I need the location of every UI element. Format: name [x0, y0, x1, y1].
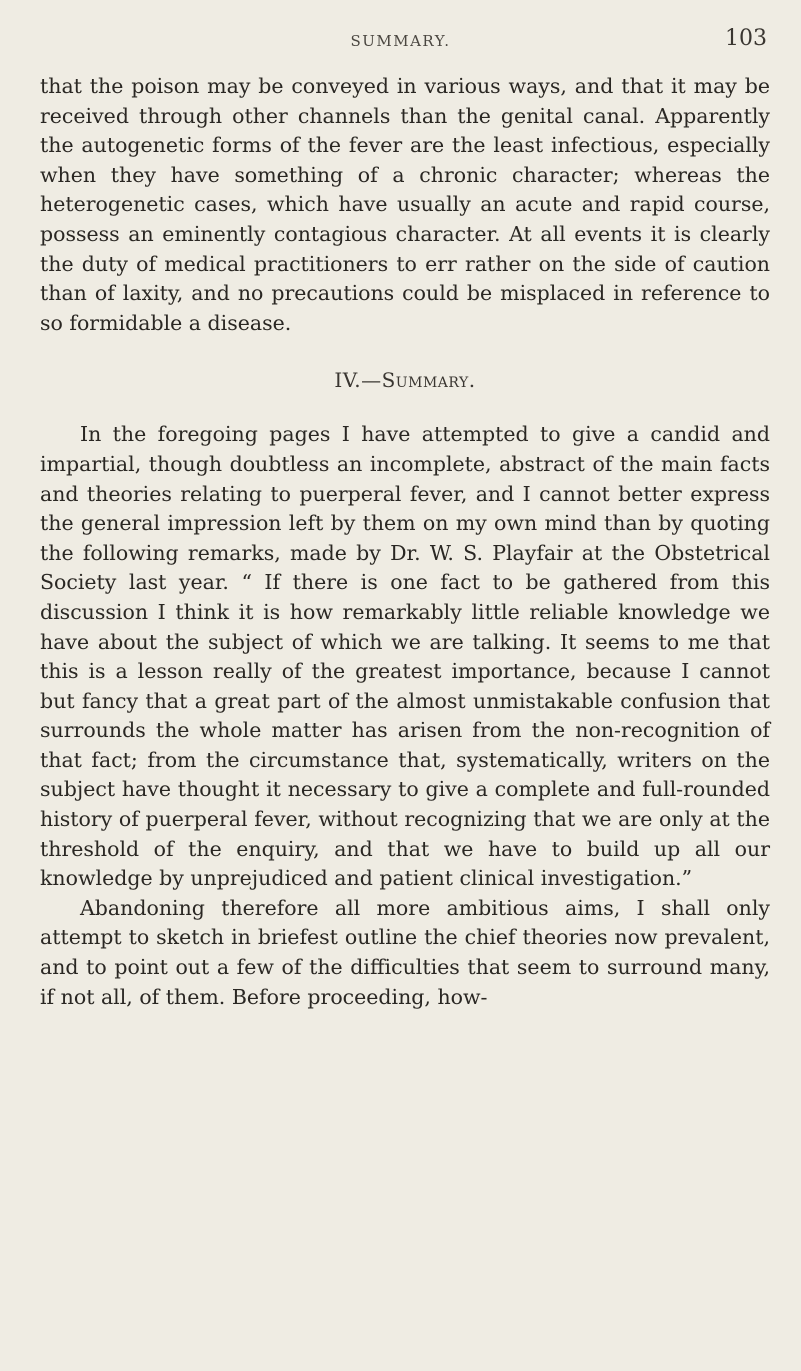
- running-head: SUMMARY.: [350, 32, 451, 50]
- paragraph-summary: In the foregoing pages I have attempted to give a candid and impartial, though doubtless an incomplete, abstract of the main facts and theories relating to puerperal fever, and I cannot better express the general impression left by them on my own mind than by quoting the following remarks, made by Dr. W. S. Playfair at the Obstetrical Society last year. “ If there is one fact to be gathered from this discussion I think it is how remarkably little reliable knowledge we have about the subject of which we are talking. It seems to me that this is a lesson really of the greatest importance, because I cannot but fancy that a great part of the almost unmistakable confusion that surrounds the whole matter has arisen from the non-recognition of that fact; from the circumstance that, systematically, writers on the subject have thought it necessary to give a complete and full-rounded history of puerperal fever, without recognizing that we are only at the threshold of the enquiry, and that we have to build up all our knowledge by unprejudiced and patient clinical investigation.”: [40, 422, 770, 891]
- section-numeral: IV.: [334, 368, 362, 393]
- section-dash: —: [361, 368, 382, 393]
- page-number: 103: [725, 26, 767, 51]
- page-header: [0, 22, 801, 58]
- paragraph-abandoning: Abandoning therefore all more ambitious aims, I shall only attempt to sketch in briefest outline the chief theories now prevalent, and to point out a few of the difficulties that seem to surround many, if not all, of them. Before proceeding, how-: [40, 895, 770, 1009]
- body-text: [40, 72, 770, 1012]
- paragraph-continuation: that the poison may be conveyed in various ways, and that it may be received through other channels than the genital canal. Apparently the autogenetic forms of the fever are the least infectious, especially when they have something of a chronic character; whereas the heterogenetic cases, which have usually an acute and rapid course, possess an eminently contagious character. At all events it is clearly the duty of medical practitioners to err rather on the side of caution than of laxity, and no precautions could be misplaced in reference to so formidable a disease.: [40, 74, 770, 335]
- section-heading: [40, 368, 770, 392]
- section-title: Summary.: [381, 368, 476, 393]
